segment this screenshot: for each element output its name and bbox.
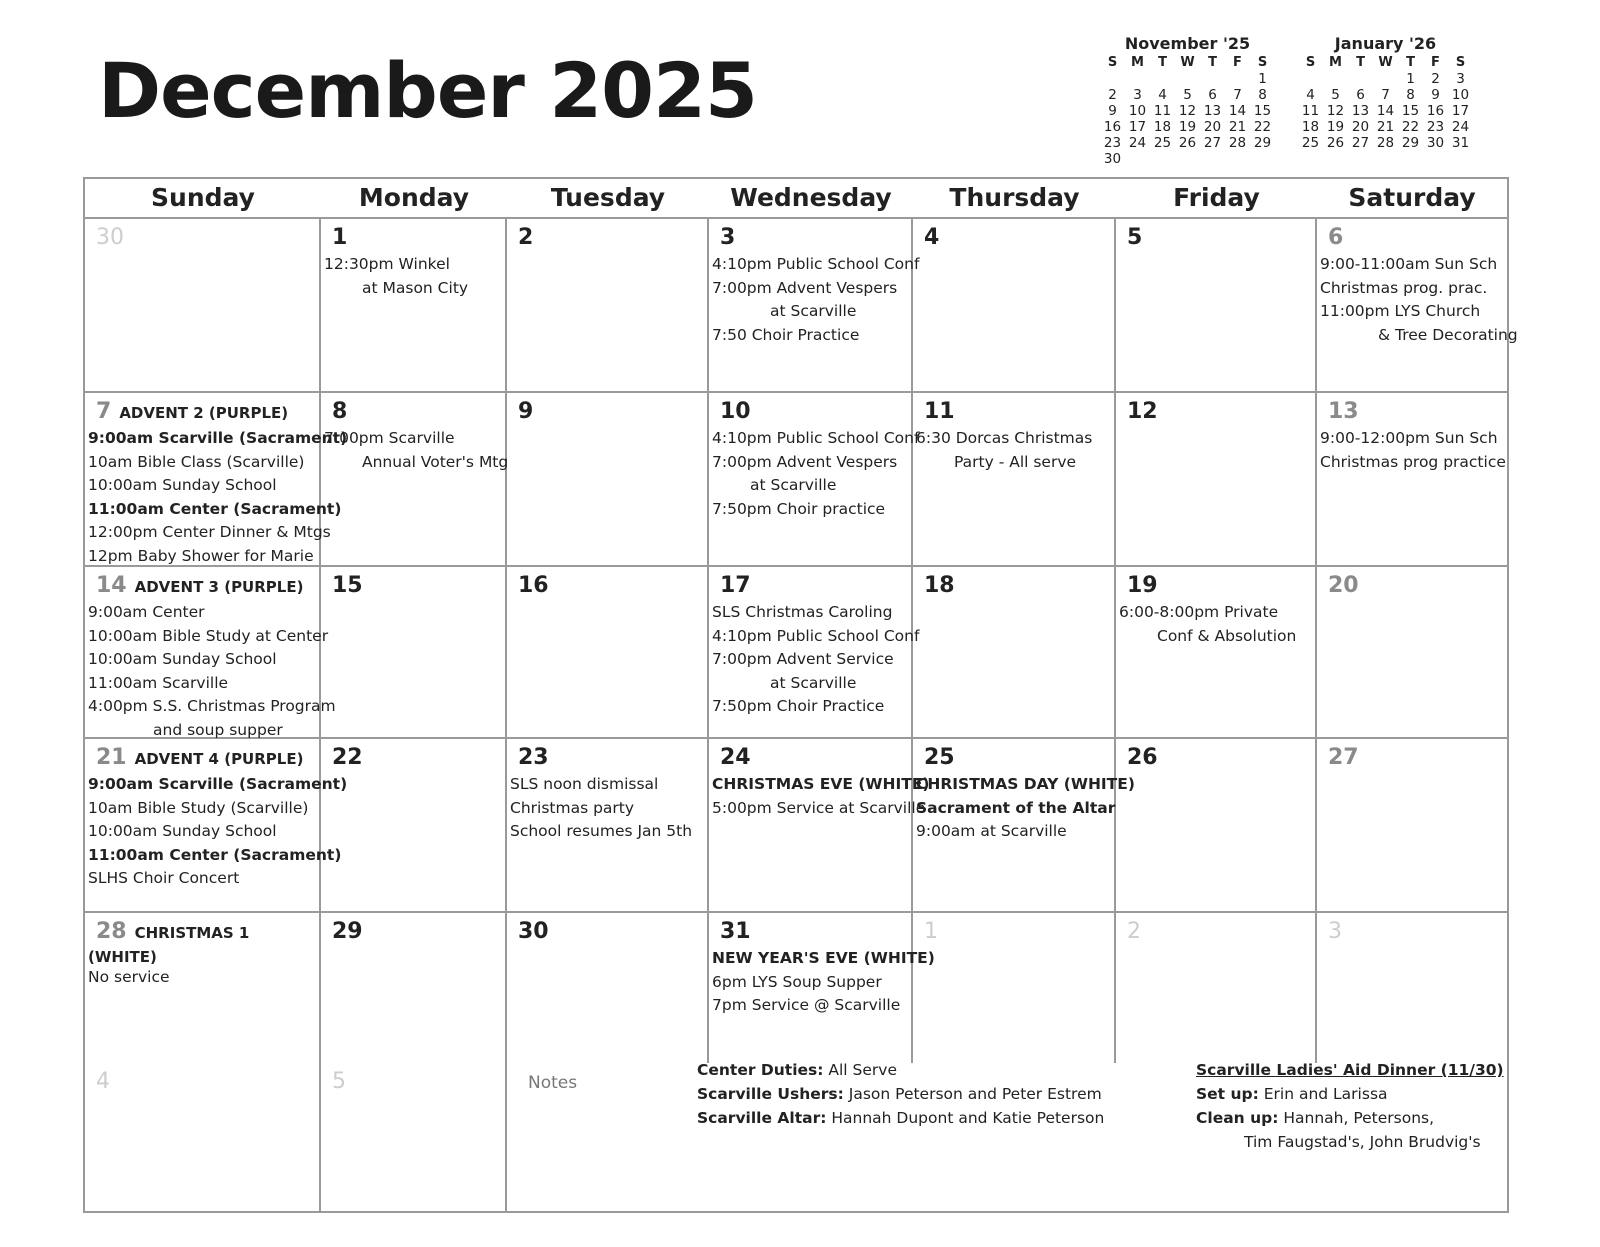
- day-cell-top: [712, 919, 911, 947]
- event-line: Conf & Absolution: [1157, 626, 1297, 645]
- day-cell: [1317, 393, 1507, 568]
- event-line: 10:00am Sunday School: [88, 650, 277, 668]
- mini-day: [1150, 71, 1175, 87]
- day-cell: [507, 393, 709, 568]
- mini-day: [1200, 151, 1225, 167]
- mini-day: [1323, 71, 1348, 87]
- mini-day: 24: [1451, 119, 1470, 135]
- mini-weekday-label: M: [1131, 55, 1144, 70]
- day-cell-top: [324, 745, 505, 773]
- event-line: 7:00pm Scarville: [324, 429, 455, 447]
- liturgical-heading: CHRISTMAS 1 (WHITE): [88, 924, 250, 966]
- event-line: 5:00pm Service at Scarville: [712, 798, 926, 817]
- event-line: 10:00am Bible Study at Center: [88, 626, 329, 645]
- event-line: at Mason City: [362, 278, 469, 297]
- mini-day: 8: [1258, 87, 1267, 103]
- day-cell-top: [510, 919, 707, 947]
- day-number: 6: [1328, 225, 1344, 250]
- event-line: 9:00am Scarville (Sacrament): [88, 429, 348, 447]
- mini-calendar-table: [1298, 55, 1473, 151]
- day-cell: [913, 393, 1116, 568]
- mini-weekday-label: S: [1455, 55, 1466, 70]
- mini-day: 22: [1253, 119, 1272, 135]
- weekday-thursday: Thursday: [949, 183, 1080, 212]
- mini-calendar-january: [1298, 34, 1473, 151]
- mini-day: 18: [1301, 119, 1320, 135]
- mini-day: 14: [1228, 103, 1247, 119]
- day-number: 28: [96, 919, 127, 944]
- mini-day: [1225, 71, 1250, 87]
- event-line: & Tree Decorating: [1378, 325, 1518, 344]
- day-cell: [321, 913, 507, 1063]
- mini-day: 15: [1401, 103, 1420, 119]
- liturgical-heading: ADVENT 4 (PURPLE): [134, 750, 304, 768]
- weekday-sunday: Sunday: [151, 183, 255, 212]
- day-cell-top: [88, 225, 319, 253]
- day-cell-top: [1320, 745, 1507, 773]
- day-number: 26: [1127, 745, 1158, 770]
- day-cell-top: [324, 399, 505, 427]
- day-cell-top: [88, 573, 319, 601]
- event-line: 9:00-12:00pm Sun Sch: [1320, 429, 1498, 447]
- calendar-row: [85, 393, 1507, 567]
- mini-weekday-label: M: [1329, 55, 1342, 70]
- duty-label: Scarville Altar:: [697, 1109, 827, 1127]
- mini-day: [1175, 151, 1200, 167]
- event-line: Sacrament of the Altar: [916, 798, 1116, 817]
- mini-day: 16: [1103, 119, 1122, 135]
- day-cell-top: [712, 745, 911, 773]
- mini-day: 28: [1228, 135, 1247, 151]
- day-cell-top: [88, 919, 319, 966]
- event-line: 10:00am Sunday School: [88, 822, 277, 840]
- mini-weekday-label: S: [1257, 55, 1268, 70]
- cleanup-value-cont: Tim Faugstad's, John Brudvig's: [1244, 1133, 1481, 1151]
- day-cell: [507, 567, 709, 742]
- day-cell-top: [1320, 573, 1507, 601]
- event-line: at Scarville: [770, 673, 857, 692]
- mini-day: 11: [1153, 103, 1172, 119]
- day-cell-top: [712, 573, 911, 601]
- day-cell-top: [1119, 225, 1315, 253]
- setup-line: [1196, 1082, 1504, 1106]
- day-cell-top: [324, 573, 505, 601]
- mini-day: 28: [1376, 135, 1395, 151]
- day-cell: [1317, 219, 1518, 391]
- mini-day: 10: [1451, 87, 1470, 103]
- mini-day: 23: [1426, 119, 1445, 135]
- day-cell: [709, 739, 930, 911]
- liturgical-heading: ADVENT 2 (PURPLE): [119, 404, 289, 422]
- mini-day: [1125, 71, 1150, 87]
- calendar-row: [85, 219, 1518, 393]
- day-number: 8: [332, 399, 348, 424]
- setup-label: Set up:: [1196, 1085, 1259, 1103]
- calendar-row: [85, 913, 1507, 1063]
- event-line: SLHS Choir Concert: [88, 869, 240, 887]
- event-line: 4:00pm S.S. Christmas Program: [88, 697, 336, 715]
- mini-day: [1125, 151, 1150, 167]
- day-cell: [507, 913, 709, 1063]
- mini-weekday-label: T: [1356, 55, 1365, 70]
- day-cell-top: [510, 225, 707, 253]
- day-number: 9: [518, 399, 534, 424]
- day-cell: [85, 393, 348, 568]
- day-cell: [1116, 913, 1317, 1063]
- duty-value: Jason Peterson and Peter Estrem: [843, 1085, 1102, 1103]
- day-cell: [321, 219, 507, 391]
- event-line: 9:00-11:00am Sun Sch: [1320, 255, 1498, 273]
- event-line: 6:30 Dorcas Christmas: [916, 429, 1093, 447]
- mini-day: 19: [1326, 119, 1345, 135]
- liturgical-heading: ADVENT 3 (PURPLE): [134, 578, 304, 596]
- day-cell-top: [1119, 399, 1315, 427]
- day-cell: [1317, 739, 1507, 911]
- event-line: CHRISTMAS EVE (WHITE): [712, 775, 930, 793]
- event-line: Christmas prog. prac.: [1320, 278, 1488, 297]
- day-number: 25: [924, 745, 955, 770]
- day-cell: [913, 219, 1116, 391]
- mini-day: 6: [1208, 87, 1217, 103]
- day-number: 20: [1328, 573, 1359, 598]
- day-cell-top: [916, 573, 1114, 601]
- day-number: 18: [924, 573, 955, 598]
- event-line: 4:10pm Public School Conf: [712, 626, 920, 645]
- mini-calendar-title: January '26: [1334, 34, 1437, 53]
- mini-day: 12: [1178, 103, 1197, 119]
- event-line: 9:00am at Scarville: [916, 822, 1067, 840]
- day-cell-top: [1320, 399, 1507, 427]
- day-number: 19: [1127, 573, 1158, 598]
- mini-day: 8: [1406, 87, 1415, 103]
- mini-day: 13: [1351, 103, 1370, 119]
- day-number: 3: [1328, 919, 1342, 944]
- mini-day: 24: [1128, 135, 1147, 151]
- day-cell: [321, 1063, 507, 1211]
- day-cell-top: [88, 745, 319, 773]
- day-cell-top: [1119, 919, 1315, 947]
- day-number: 24: [720, 745, 751, 770]
- cleanup-value: Hannah, Petersons,: [1278, 1109, 1435, 1127]
- event-line: 11:00pm LYS Church: [1320, 302, 1481, 320]
- event-line: 11:00am Center (Sacrament): [88, 499, 342, 518]
- day-cell: [913, 739, 1135, 911]
- event-line: 4:10pm Public School Conf: [712, 255, 920, 273]
- mini-day: 18: [1153, 119, 1172, 135]
- mini-day: [1373, 71, 1398, 87]
- day-number: 30: [518, 919, 549, 944]
- mini-day: [1175, 71, 1200, 87]
- mini-day: 30: [1103, 151, 1122, 167]
- mini-day: 20: [1351, 119, 1370, 135]
- event-line: NEW YEAR'S EVE (WHITE): [712, 949, 935, 967]
- day-number: 11: [924, 399, 955, 424]
- day-number: 21: [96, 745, 127, 770]
- day-cell-top: [916, 919, 1114, 947]
- day-cell: [321, 739, 507, 911]
- ladies-aid-title: Scarville Ladies' Aid Dinner (11/30): [1196, 1061, 1504, 1079]
- event-line: 11:00am Center (Sacrament): [88, 845, 342, 864]
- mini-day: 20: [1203, 119, 1222, 135]
- event-line: 6pm LYS Soup Supper: [712, 972, 882, 991]
- day-number: 2: [1127, 919, 1141, 944]
- day-cell: [321, 393, 507, 568]
- day-cell-top: [1320, 225, 1507, 253]
- day-number: 2: [518, 225, 534, 250]
- mini-day: 13: [1203, 103, 1222, 119]
- mini-day: 29: [1401, 135, 1420, 151]
- day-cell: [1116, 567, 1317, 742]
- day-cell-top: [510, 745, 707, 773]
- mini-day: 2: [1108, 87, 1117, 103]
- mini-day: 1: [1258, 71, 1267, 87]
- day-number: 4: [96, 1069, 110, 1094]
- event-line: 12pm Baby Shower for Marie: [88, 546, 314, 565]
- mini-day: 2: [1431, 71, 1440, 87]
- day-cell: [1116, 393, 1317, 568]
- duty-line: [697, 1082, 1104, 1106]
- mini-day: 27: [1351, 135, 1370, 151]
- mini-day: [1250, 151, 1275, 167]
- mini-day: [1298, 71, 1323, 87]
- day-cell: [1116, 219, 1317, 391]
- mini-day: 5: [1183, 87, 1192, 103]
- event-line: SLS noon dismissal: [510, 775, 659, 793]
- mini-day: 29: [1253, 135, 1272, 151]
- mini-weekday-label: F: [1233, 55, 1242, 70]
- mini-day: [1150, 151, 1175, 167]
- day-cell-top: [712, 225, 911, 253]
- weekday-monday: Monday: [358, 183, 470, 212]
- day-cell: [709, 913, 935, 1063]
- day-cell: [913, 913, 1116, 1063]
- day-cell-top: [324, 919, 505, 947]
- mini-calendar-november: [1100, 34, 1275, 167]
- ladies-aid-block: [1196, 1058, 1504, 1154]
- day-cell: [85, 219, 321, 391]
- page-title: December 2025: [98, 46, 757, 135]
- weekday-saturday: Saturday: [1348, 183, 1476, 212]
- mini-weekday-label: T: [1406, 55, 1415, 70]
- day-cell: [507, 219, 709, 391]
- day-number: 1: [924, 919, 938, 944]
- event-line: 10am Bible Study (Scarville): [88, 798, 309, 817]
- day-number: 22: [332, 745, 363, 770]
- day-cell: [709, 567, 920, 742]
- event-line: 10:00am Sunday School: [88, 476, 277, 494]
- mini-day: 31: [1451, 135, 1470, 151]
- mini-weekday-label: W: [1180, 55, 1195, 70]
- mini-day: 7: [1381, 87, 1390, 103]
- cleanup-label: Clean up:: [1196, 1109, 1279, 1127]
- event-line: 12:30pm Winkel: [324, 255, 450, 273]
- event-line: 9:00am Center: [88, 603, 205, 621]
- event-line: 6:00-8:00pm Private: [1119, 603, 1279, 621]
- mini-day: 21: [1228, 119, 1247, 135]
- day-number: 27: [1328, 745, 1359, 770]
- day-number: 16: [518, 573, 549, 598]
- mini-day: 6: [1356, 87, 1365, 103]
- mini-day: [1200, 71, 1225, 87]
- day-cell-top: [1320, 919, 1507, 947]
- day-cell: [85, 567, 336, 742]
- day-cell-top: [916, 225, 1114, 253]
- calendar-row: [85, 567, 1507, 739]
- event-line: 12:00pm Center Dinner & Mtgs: [88, 523, 331, 541]
- day-number: 13: [1328, 399, 1359, 424]
- mini-calendar-title: November '25: [1124, 34, 1251, 53]
- event-line: at Scarville: [770, 302, 857, 320]
- mini-day: 4: [1158, 87, 1167, 103]
- mini-day: 1: [1406, 71, 1415, 87]
- mini-day: [1348, 71, 1373, 87]
- duties-block: [697, 1058, 1104, 1130]
- mini-day: 10: [1128, 103, 1147, 119]
- day-number: 5: [1127, 225, 1143, 250]
- mini-day: 15: [1253, 103, 1272, 119]
- mini-day: 19: [1178, 119, 1197, 135]
- day-number: 7: [96, 399, 112, 424]
- mini-day: 25: [1301, 135, 1320, 151]
- day-number: 4: [924, 225, 940, 250]
- mini-weekday-label: F: [1431, 55, 1440, 70]
- day-number: 12: [1127, 399, 1158, 424]
- mini-weekday-label: T: [1208, 55, 1217, 70]
- event-line: 10am Bible Class (Scarville): [88, 452, 305, 471]
- weekday-tuesday: Tuesday: [550, 183, 666, 212]
- day-cell-top: [88, 399, 319, 427]
- event-line: 11:00am Scarville: [88, 673, 229, 692]
- event-line: SLS Christmas Caroling: [712, 603, 893, 621]
- day-cell-top: [1119, 573, 1315, 601]
- mini-day: 27: [1203, 135, 1222, 151]
- day-number: 10: [720, 399, 751, 424]
- day-cell-top: [1119, 745, 1315, 773]
- day-number: 29: [332, 919, 363, 944]
- day-cell-top: [324, 225, 505, 253]
- day-cell: [1116, 739, 1317, 911]
- day-number: 17: [720, 573, 751, 598]
- mini-day: 3: [1456, 71, 1465, 87]
- day-cell-top: [510, 573, 707, 601]
- event-line: 4:10pm Public School Conf: [712, 429, 920, 447]
- duty-label: Center Duties:: [697, 1061, 824, 1079]
- event-line: 7:00pm Advent Service: [712, 650, 894, 668]
- day-number: 14: [96, 573, 127, 598]
- setup-value: Erin and Larissa: [1258, 1085, 1388, 1103]
- mini-day: 30: [1426, 135, 1445, 151]
- day-number: 31: [720, 919, 751, 944]
- duty-value: All Serve: [823, 1061, 897, 1079]
- mini-day: 14: [1376, 103, 1395, 119]
- mini-day: 9: [1108, 103, 1117, 119]
- duty-line: [697, 1106, 1104, 1130]
- event-line: Christmas party: [510, 798, 635, 817]
- event-line: Party - All serve: [954, 452, 1077, 471]
- event-line: 7:50pm Choir practice: [712, 499, 886, 518]
- day-number: 3: [720, 225, 736, 250]
- day-cell-top: [712, 399, 911, 427]
- day-cell: [913, 567, 1116, 742]
- mini-day: 11: [1301, 103, 1320, 119]
- day-cell: [709, 393, 920, 568]
- cleanup-line: [1196, 1106, 1504, 1130]
- event-line: Christmas prog practice: [1320, 452, 1506, 471]
- day-number: 5: [332, 1069, 346, 1094]
- mini-day: 4: [1306, 87, 1315, 103]
- mini-day: 17: [1128, 119, 1147, 135]
- duty-line: [697, 1058, 1104, 1082]
- day-cell: [1317, 567, 1507, 742]
- duty-value: Hannah Dupont and Katie Peterson: [826, 1109, 1105, 1127]
- mini-day: 5: [1331, 87, 1340, 103]
- weekday-wednesday: Wednesday: [730, 183, 892, 212]
- mini-day: 22: [1401, 119, 1420, 135]
- day-cell: [507, 739, 709, 911]
- mini-day: 7: [1233, 87, 1242, 103]
- day-cell: [321, 567, 507, 742]
- event-line: 9:00am Scarville (Sacrament): [88, 775, 348, 793]
- day-cell: [1317, 913, 1507, 1063]
- event-line: 7pm Service @ Scarville: [712, 996, 901, 1014]
- event-line: 7:50pm Choir Practice: [712, 697, 885, 715]
- mini-day: 26: [1178, 135, 1197, 151]
- day-number: 30: [96, 225, 124, 250]
- mini-weekday-label: S: [1107, 55, 1118, 70]
- event-line: School resumes Jan 5th: [510, 822, 693, 840]
- mini-day: 17: [1451, 103, 1470, 119]
- event-line: 7:00pm Advent Vespers: [712, 452, 898, 471]
- notes-label: Notes: [528, 1073, 578, 1093]
- mini-day: 16: [1426, 103, 1445, 119]
- mini-day: 25: [1153, 135, 1172, 151]
- day-number: 1: [332, 225, 348, 250]
- duty-label: Scarville Ushers:: [697, 1085, 844, 1103]
- event-line: 7:50 Choir Practice: [712, 325, 860, 344]
- event-line: 7:00pm Advent Vespers: [712, 278, 898, 297]
- event-line: CHRISTMAS DAY (WHITE): [916, 775, 1135, 793]
- mini-weekday-label: W: [1378, 55, 1393, 70]
- event-line: at Scarville: [750, 476, 837, 494]
- day-cell: [85, 913, 321, 1063]
- mini-day: 21: [1376, 119, 1395, 135]
- mini-day: 26: [1326, 135, 1345, 151]
- mini-weekday-label: S: [1305, 55, 1316, 70]
- day-cell-top: [916, 745, 1114, 773]
- mini-day: [1100, 71, 1125, 87]
- mini-day: [1225, 151, 1250, 167]
- weekday-header: [85, 179, 1507, 219]
- day-cell: [709, 219, 920, 391]
- weekday-friday: Friday: [1173, 183, 1260, 212]
- mini-day: 3: [1133, 87, 1142, 103]
- event-line: and soup supper: [153, 720, 283, 739]
- day-number: 15: [332, 573, 363, 598]
- mini-calendar-table: [1100, 55, 1275, 167]
- mini-day: 12: [1326, 103, 1345, 119]
- mini-weekday-label: T: [1158, 55, 1167, 70]
- day-cell-top: [510, 399, 707, 427]
- day-cell: [85, 1063, 321, 1211]
- event-line: No service: [88, 968, 170, 986]
- mini-day: 23: [1103, 135, 1122, 151]
- event-line: Annual Voter's Mtg: [362, 452, 509, 471]
- calendar-row: [85, 739, 1507, 913]
- mini-day: 9: [1431, 87, 1440, 103]
- day-number: 23: [518, 745, 549, 770]
- day-cell-top: [916, 399, 1114, 427]
